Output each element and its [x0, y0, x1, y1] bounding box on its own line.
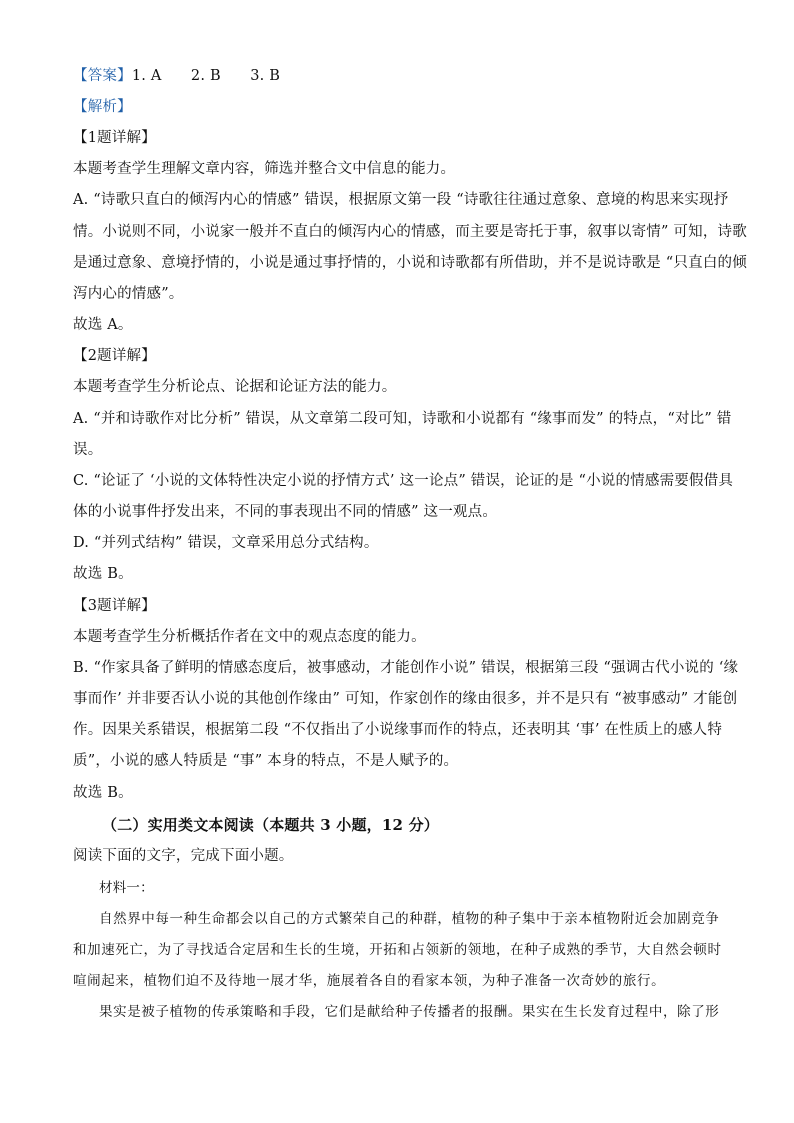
material-paragraph-line: 和加速死亡，为了寻找适合定居和生长的生境，开拓和占领新的领地，在种子成熟的季节，大自然会顿时	[73, 942, 722, 958]
q1-header: 【1题详解】	[73, 130, 156, 146]
q1-line: A. “诗歌只直白的倾泻内心的情感” 错误，根据原文第一段 “诗歌往往通过意象、意境的构思来实现抒	[73, 192, 729, 208]
q2-line: D. “并列式结构” 错误，文章采用总分式结构。	[73, 535, 379, 551]
material-paragraph-line: 果实是被子植物的传承策略和手段，它们是献给种子传播者的报酬。果实在生长发育过程中，除了形	[99, 1004, 720, 1020]
q3-conclusion: 故选 B。	[73, 785, 133, 801]
analysis-label: 【解析】	[73, 99, 132, 115]
q3-intro: 本题考查学生分析概括作者在文中的观点态度的能力。	[73, 629, 426, 645]
q2-intro: 本题考查学生分析论点、论据和论证方法的能力。	[73, 379, 397, 395]
q2-line: C. “论证了 ‘小说的文体特性决定小说的抒情方式’ 这一论点” 错误，论证的是 “小说的情感需要假借具	[73, 473, 734, 489]
q3-header: 【3题详解】	[73, 598, 156, 614]
material-paragraph-line: 自然界中每一种生命都会以自己的方式繁荣自己的种群，植物的种子集中于亲本植物附近会加剧竞争	[99, 911, 720, 927]
q2-header: 【2题详解】	[73, 348, 156, 364]
material-paragraph-line: 喧闹起来，植物们迫不及待地一展才华，施展着各自的看家本领，为种子准备一次奇妙的旅行。	[73, 973, 666, 989]
q2-conclusion: 故选 B。	[73, 566, 133, 582]
answer-label: 【答案】	[73, 68, 132, 84]
material-label: 材料一：	[99, 880, 154, 896]
q1-line: 情。小说则不同，小说家一般并不直白的倾泻内心的情感，而主要是寄托于事，叙事以寄情” 可知，诗歌	[73, 224, 747, 240]
q1-line: 泻内心的情感”。	[73, 286, 184, 302]
q3-line: 事而作’ 并非要否认小说的其他创作缘由” 可知，作家创作的缘由很多，并不是只有 “被事感动” 才能创	[73, 691, 738, 707]
q2-line: 体的小说事件抒发出来，不同的事表现出不同的情感” 这一观点。	[73, 504, 498, 520]
q1-line: 是通过意象、意境抒情的，小说是通过事抒情的，小说和诗歌都有所借助，并不是说诗歌是 “只直白的倾	[73, 255, 747, 271]
q3-line: 作。因果关系错误，根据第二段 “不仅指出了小说缘事而作的特点，还表明其 ‘事’ 在性质上的感人特	[73, 722, 723, 738]
q1-conclusion: 故选 A。	[73, 317, 133, 333]
answer-line	[73, 66, 733, 86]
section2-title: （二）实用类文本阅读（本题共 3 小题，12 分）	[102, 816, 439, 834]
section2-instruction: 阅读下面的文字，完成下面小题。	[73, 848, 294, 864]
q3-line: 质”，小说的感人特质是 “事” 本身的特点，不是人赋予的。	[73, 753, 459, 769]
q3-line: B. “作家具备了鲜明的情感态度后，被事感动，才能创作小说” 错误，根据第三段 “强调古代小说的 ‘缘	[73, 660, 739, 676]
q1-intro: 本题考查学生理解文章内容，筛选并整合文中信息的能力。	[73, 161, 456, 177]
answer-items: 1. A 2. B 3. B	[131, 68, 281, 84]
q2-line: 误。	[73, 442, 103, 458]
q2-line: A. “并和诗歌作对比分析” 错误，从文章第二段可知，诗歌和小说都有 “缘事而发” 的特点，“对比” 错	[73, 411, 732, 427]
